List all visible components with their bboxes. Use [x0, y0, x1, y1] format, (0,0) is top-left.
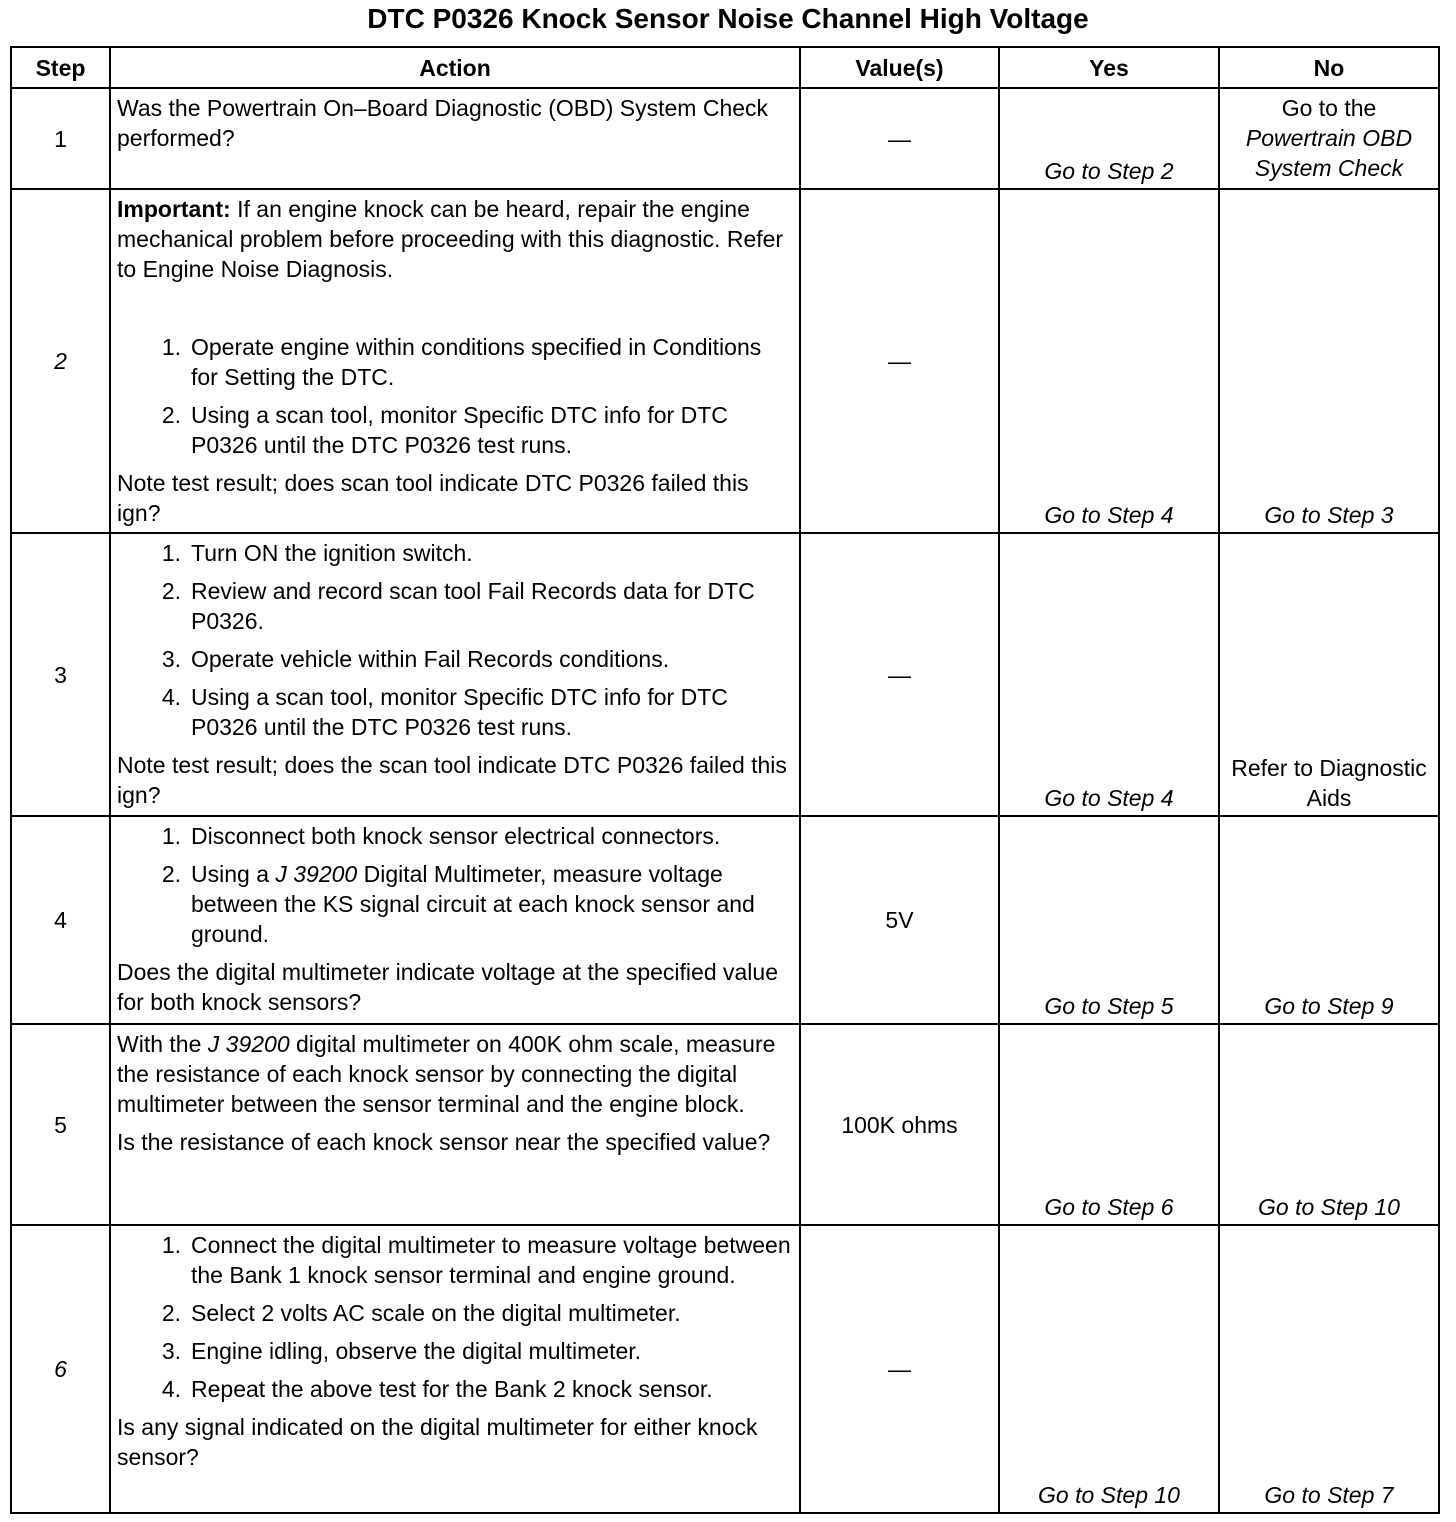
- action-cell: [110, 1225, 800, 1513]
- step-number: 3: [11, 533, 110, 816]
- list-item: 4. Using a scan tool, monitor Specific DTC info for DTC P0326 until the DTC P0326 test runs.: [161, 684, 728, 740]
- no-cell: Refer to Diagnostic Aids: [1219, 533, 1439, 816]
- no-cell: Go to Step 10: [1219, 1024, 1439, 1225]
- table-row: [11, 189, 1439, 533]
- list-item: 2. Using a scan tool, monitor Specific DTC info for DTC P0326 until the DTC P0326 test runs.: [161, 402, 728, 458]
- value-cell: 100K ohms: [800, 1024, 999, 1225]
- no-cell: [1219, 88, 1439, 189]
- list-item: 3. Engine idling, observe the digital multimeter.: [161, 1338, 642, 1364]
- step-number: 2: [11, 189, 110, 533]
- no-link: Powertrain OBD System Check: [1245, 125, 1413, 181]
- table-row: [11, 533, 1439, 816]
- list-item: 1. Turn ON the ignition switch.: [161, 540, 473, 566]
- header-values: Value(s): [800, 47, 999, 88]
- no-text: Go to the: [1281, 95, 1377, 121]
- action-cell: [110, 189, 800, 533]
- page-title: DTC P0326 Knock Sensor Noise Channel High Voltage: [367, 3, 1089, 34]
- important-note: [117, 194, 793, 284]
- tool-name: J 39200: [207, 1031, 290, 1057]
- action-cell: [110, 816, 800, 1024]
- table-row: [11, 1225, 1439, 1513]
- diagnostic-table: [10, 46, 1440, 1514]
- action-question: Is any signal indicated on the digital multimeter for either knock sensor?: [117, 1414, 758, 1470]
- action-text: Was the Powertrain On–Board Diagnostic (OBD) System Check performed?: [117, 95, 769, 151]
- list-item: 4. Repeat the above test for the Bank 2 knock sensor.: [161, 1376, 713, 1402]
- action-cell: [110, 533, 800, 816]
- header-yes: Yes: [999, 47, 1219, 88]
- yes-cell: Go to Step 5: [999, 816, 1219, 1024]
- step-number: 1: [11, 88, 110, 189]
- yes-cell: Go to Step 2: [999, 88, 1219, 189]
- header-step: Step: [11, 47, 110, 88]
- action-cell: [110, 88, 800, 189]
- tool-name: J 39200: [275, 861, 358, 887]
- list-item: 2. Using a J 39200 Digital Multimeter, measure voltage between the KS signal circuit at each knock sensor and ground.: [161, 861, 755, 947]
- yes-cell: Go to Step 10: [999, 1225, 1219, 1513]
- table-row: [11, 88, 1439, 189]
- procedure-list: [117, 538, 793, 742]
- header-row: [11, 47, 1439, 88]
- yes-cell: Go to Step 6: [999, 1024, 1219, 1225]
- value-cell: —: [800, 1225, 999, 1513]
- procedure-list: [117, 1230, 793, 1404]
- list-item: 3. Operate vehicle within Fail Records conditions.: [161, 646, 670, 672]
- list-item: 1. Connect the digital multimeter to measure voltage between the Bank 1 knock sensor terminal and engine ground.: [161, 1232, 791, 1288]
- no-cell: Go to Step 9: [1219, 816, 1439, 1024]
- value-cell: —: [800, 533, 999, 816]
- list-item: 2. Review and record scan tool Fail Records data for DTC P0326.: [161, 578, 755, 634]
- important-label: Important:: [117, 196, 231, 222]
- value-cell: 5V: [800, 816, 999, 1024]
- action-text: With the J 39200 digital multimeter on 400K ohm scale, measure the resistance of each knock sensor by connecting the digital multimeter between the sensor terminal and the engine block.: [117, 1031, 776, 1117]
- step-number: 6: [11, 1225, 110, 1513]
- action-question: Note test result; does the scan tool indicate DTC P0326 failed this ign?: [117, 752, 787, 808]
- no-cell: Go to Step 7: [1219, 1225, 1439, 1513]
- yes-cell: Go to Step 4: [999, 189, 1219, 533]
- procedure-list: [117, 821, 793, 949]
- yes-cell: Go to Step 4: [999, 533, 1219, 816]
- action-cell: [110, 1024, 800, 1225]
- value-cell: —: [800, 189, 999, 533]
- value-cell: —: [800, 88, 999, 189]
- action-question: Does the digital multimeter indicate voltage at the specified value for both knock sensors?: [117, 959, 778, 1015]
- list-item: 1. Operate engine within conditions specified in Conditions for Setting the DTC.: [161, 334, 762, 390]
- procedure-list: [117, 332, 793, 460]
- no-cell: Go to Step 3: [1219, 189, 1439, 533]
- list-item: 2. Select 2 volts AC scale on the digital multimeter.: [161, 1300, 681, 1326]
- action-question: Note test result; does scan tool indicate DTC P0326 failed this ign?: [117, 470, 749, 526]
- important-text: If an engine knock can be heard, repair the engine mechanical problem before proceeding with this diagnostic. Refer to Engine Noise Diagnosis.: [117, 196, 784, 282]
- header-action: Action: [110, 47, 800, 88]
- step-number: 4: [11, 816, 110, 1024]
- table-row: [11, 1024, 1439, 1225]
- table-row: [11, 816, 1439, 1024]
- list-item: 1. Disconnect both knock sensor electrical connectors.: [161, 823, 721, 849]
- step-number: 5: [11, 1024, 110, 1225]
- header-no: No: [1219, 47, 1439, 88]
- action-question: Is the resistance of each knock sensor near the specified value?: [117, 1129, 771, 1155]
